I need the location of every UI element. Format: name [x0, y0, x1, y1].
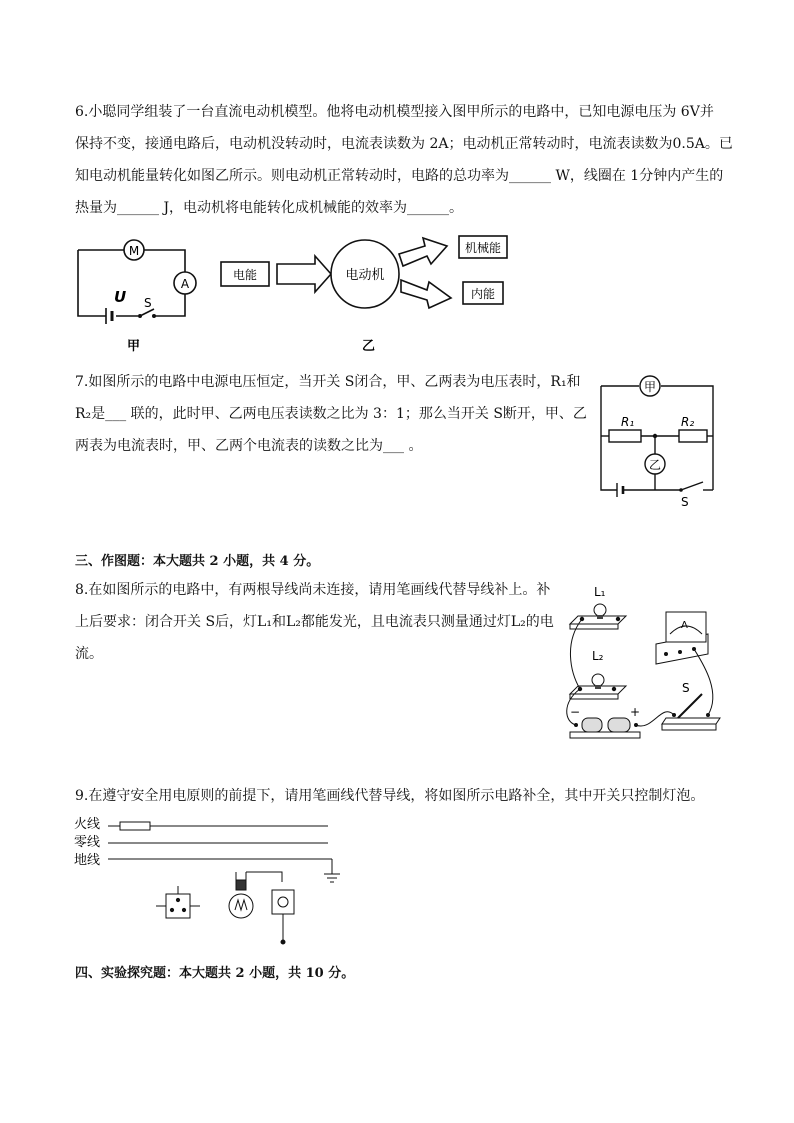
figure-9-household-circuit: [72, 814, 352, 949]
figure-6b-energy-conversion: [215, 234, 525, 354]
motor-label: M: [128, 244, 140, 258]
ammeter-label: A: [681, 620, 688, 631]
question-8-line-1: 8.在如图所示的电路中，有两根导线尚未连接，请用笔画线代替导线补上。补: [75, 582, 551, 598]
switch-label: S: [682, 681, 690, 695]
mechanical-energy-label: 机械能: [464, 241, 502, 255]
question-7-line-2: R₂是___ 联的，此时甲、乙两电压表读数之比为 3：1；那么当开关 S断开，甲、乙: [75, 406, 587, 422]
question-6-line-4: 热量为______ J，电动机将电能转化成机械能的效率为______。: [75, 200, 464, 216]
question-8-line-2: 上后要求：闭合开关 S后，灯L₁和L₂都能发光，且电流表只测量通过灯L₂的电: [75, 614, 554, 630]
question-7-line-1: 7.如图所示的电路中电源电压恒定，当开关 S闭合，甲、乙两表为电压表时，R₁和: [75, 374, 581, 390]
fuse: [120, 822, 150, 830]
voltage-label: U: [114, 288, 127, 306]
meter-yi-label: 乙: [648, 458, 662, 472]
r1-label: R₁: [621, 415, 635, 429]
output-arrow-2: [401, 280, 451, 308]
question-6: [75, 96, 733, 224]
lamp-l2-label: L₂: [592, 649, 604, 663]
question-8-line-3: 流。: [75, 646, 103, 662]
r2-label: R₂: [681, 415, 695, 429]
figure-6b-caption: 乙: [362, 339, 376, 354]
neutral-wire-label: 零线: [74, 835, 101, 850]
question-8: [75, 574, 555, 670]
ground-wire-label: 地线: [74, 853, 101, 868]
question-9: [75, 780, 725, 812]
socket: [156, 886, 200, 918]
output-arrow-1: [399, 238, 447, 266]
figure-8-physical-circuit: [562, 582, 722, 744]
switch-label: S: [681, 495, 689, 509]
question-9-line-1: 9.在遵守安全用电原则的前提下，请用笔画线代替导线，将如图所示电路补全，其中开关只控制灯泡。: [75, 788, 705, 804]
question-6-line-1: 6.小聪同学组装了一台直流电动机模型。他将电动机模型接入图甲所示的电路中，已知电源电压为 6V并: [75, 104, 714, 120]
motor-device-label: 电动机: [345, 268, 385, 283]
lamp-l1-label: L₁: [594, 585, 606, 599]
figure-7-circuit: [595, 370, 725, 510]
section-3-heading: 三、作图题：本大题共 2 小题，共 4 分。: [75, 554, 320, 569]
meter-jia-label: 甲: [643, 380, 657, 394]
energy-input-label: 电能: [232, 268, 258, 282]
motor-symbol: [124, 240, 144, 260]
question-6-line-3: 知电动机能量转化如图乙所示。则电动机正常转动时，电路的总功率为______ W，线圈在 1分钟内产生的: [75, 168, 724, 184]
switch-label: S: [144, 296, 152, 310]
section-4-heading: 四、实验探究题：本大题共 2 小题，共 10 分。: [75, 966, 355, 981]
input-arrow: [277, 256, 331, 292]
figure-6a-motor-circuit: [70, 234, 200, 354]
resistor-r2: [679, 430, 707, 442]
wall-switch: [272, 890, 294, 944]
figure-6a-caption: 甲: [127, 339, 141, 354]
internal-energy-label: 内能: [470, 287, 496, 301]
ammeter-symbol: [174, 272, 196, 294]
switch-symbol: [138, 309, 156, 318]
battery: [570, 718, 640, 738]
battery-plus-label: +: [630, 705, 641, 719]
battery-minus-label: −: [570, 705, 581, 719]
ammeter-label: A: [180, 277, 190, 291]
question-7-line-3: 两表为电流表时，甲、乙两个电流表的读数之比为___ 。: [75, 438, 423, 454]
question-7: [75, 366, 585, 462]
live-wire-label: 火线: [74, 817, 101, 832]
resistor-r1: [609, 430, 641, 442]
lamp-l1: [570, 604, 626, 629]
question-6-line-2: 保持不变，接通电路后，电动机没转动时，电流表读数为 2A；电动机正常转动时，电流表读数为0.5A。已: [75, 136, 733, 152]
